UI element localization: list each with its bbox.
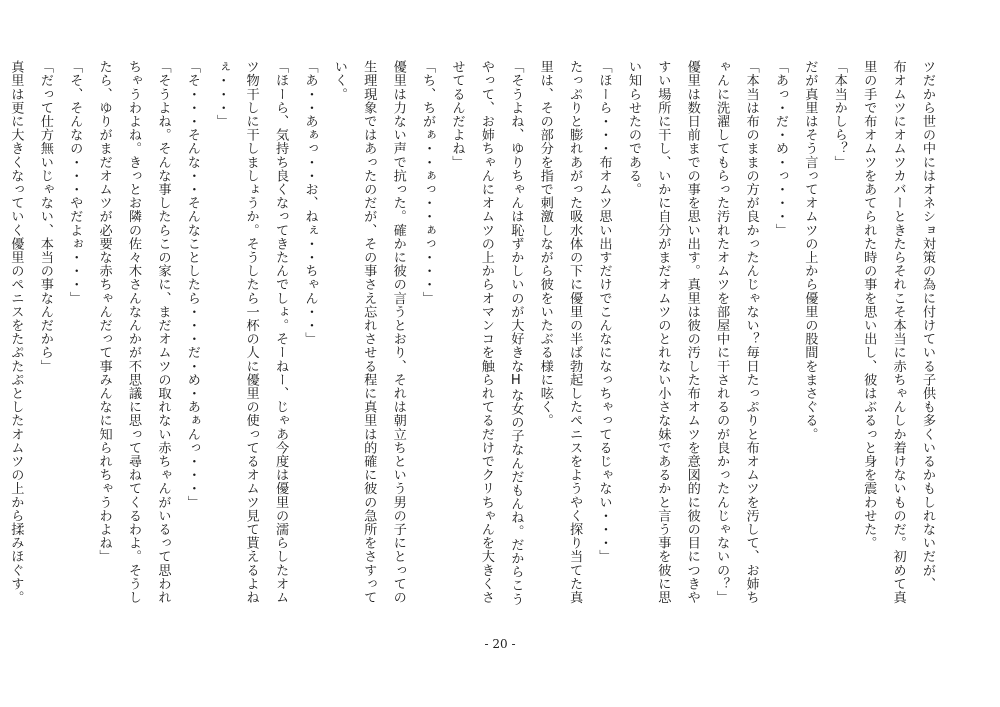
page-number: - 20 -: [484, 637, 516, 651]
text-line: 里は、その部分を指で刺激しながら彼をいたぶる様に呟く。: [537, 60, 553, 428]
text-line: 「そうよね。そんな事したらこの家に、まだオムツの取れない赤ちゃんがいるって思われ: [155, 60, 171, 604]
text-line: 真里は更に大きくなっていく優里のペニスをたぷたぷとしたオムツの上から揉みほぐす。: [8, 60, 24, 604]
text-line: 「そ、そんなの・・・やだよぉ・・・」: [67, 60, 83, 305]
text-line: 「本当は布のままの方が良かったんじゃない？毎日たっぷりと布オムツを汚して、お姉ち: [743, 60, 759, 604]
text-line: いく。: [331, 60, 347, 101]
text-line: たら、ゆりがまだオムツが必要な赤ちゃんだって事みんなに知られちゃうわよね」: [96, 60, 112, 564]
text-line: たっぷりと膨れあがった吸水体の下に優里の半ば勃起したペニスをようやく探り当てた真: [567, 60, 583, 604]
text-line: い知らせたのである。: [625, 60, 641, 196]
text-line: 「本当かしら？」: [831, 60, 847, 169]
text-line: 「ち、ちがぁ・・ぁっ・・ぁっ・・・」: [420, 60, 436, 305]
text-line: ちゃうわよね。きっとお隣の佐々木さんなんかが不思議に思って尋ねてくるわよ。そうし: [126, 60, 142, 604]
text-line: 「だって仕方無いじゃない、本当の事なんだから」: [37, 60, 53, 373]
text-line: 優里は数日前までの事を思い出す。真里は彼の汚した布オムツを意図的に彼の目につきや: [684, 60, 700, 604]
vertical-text-body: [8, 60, 942, 630]
text-line: ツ物干しに干しましょうか。そうしたら一杯の人に優里の使ってるオムツ見て貰えるよね: [243, 60, 259, 604]
text-line: ツだから世の中にはオネショ対策の為に付けている子供も多くいるかもしれないだが、: [920, 60, 935, 591]
text-line: 「そ・・・そんな・・そんなことしたら・・・だ・め・あぁんっ・・・」: [184, 60, 200, 509]
text-line: 生理現象ではあったのだが、その事さえ忘れさせる程に真里は的確に彼の急所をさすって: [361, 60, 377, 604]
text-line: ゃんに洗濯してもらった汚れたオムツを部屋中に干されるのが良かったんじゃないの？」: [714, 60, 730, 604]
text-line: だが真里はそう言ってオムツの上から優里の股間をまさぐる。: [802, 60, 818, 441]
text-line: 「あっ・だ・め・っ・・・」: [772, 60, 788, 237]
text-line: 布オムツにオムツカバーときたらそれこそ本当に赤ちゃんしか着けないものだ。初めて真: [890, 60, 906, 604]
text-line: 「そうよね、ゆりちゃんは恥ずかしいのが大好きなHな女の子なんだもんね。だからこう: [508, 60, 524, 606]
text-line: 里の手で布オムツをあてられた時の事を思い出し、彼はぶるっと身を震わせた。: [861, 60, 877, 550]
text-line: ぇ・・・」: [214, 60, 230, 128]
text-line: すい場所に干し、いかに自分がまだオムツのとれない小さな妹であるかと言う事を彼に思: [655, 60, 671, 604]
text-line: せてるんだよね」: [449, 60, 465, 169]
text-line: 優里は力ない声で抗った。確かに彼の言うとおり、それは朝立ちという男の子にとっての: [390, 60, 406, 604]
text-line: 「ほーら、気持ち良くなってきたんでしょ。そーねー、じゃあ今度は優里の濡らしたオム: [273, 60, 289, 604]
text-line: 「ほーら・・・布オムツ思い出すだけでこんなになっちゃってるじゃない・・・」: [596, 60, 612, 564]
text-line: やって、お姉ちゃんにオムツの上からオマンコを触られてるだけでクリちゃんを大きくさ: [478, 60, 494, 604]
text-line: 「あ・・あぁっ・・お、ねぇ・・ちゃん・・」: [302, 60, 318, 346]
